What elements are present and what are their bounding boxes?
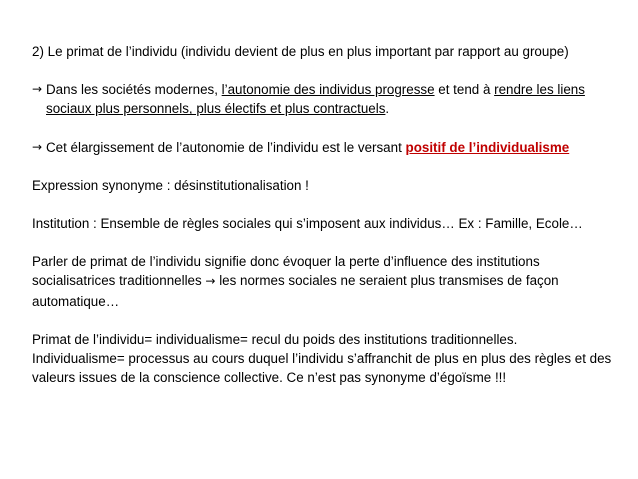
- primat-part2: les normes sociales ne seraient plus transmises de façon automatique…: [32, 273, 559, 309]
- bullet-autonomie: [32, 80, 612, 118]
- bullet-individualisme: [32, 138, 612, 157]
- bullet2-emphasis: positif de l’individualisme: [405, 139, 570, 155]
- slide-content: [32, 42, 612, 387]
- right-arrow-icon: →: [205, 274, 216, 289]
- primat-part1: Parler de primat de l’individu signifie donc évoquer la perte d’influence des institutions socialisatrices traditionnelles: [32, 254, 540, 289]
- institution-definition: Institution : Ensemble de règles sociales qui s’imposent aux individus… Ex : Famille, Ecole…: [32, 216, 583, 232]
- synonym-line: Expression synonyme : désinstitutionalisation !: [32, 177, 309, 193]
- spacer: [32, 233, 612, 252]
- bullet1-middle: et tend à: [434, 82, 495, 98]
- spacer: [32, 311, 612, 330]
- spacer: [32, 119, 612, 138]
- definition-primat: Primat de l’individu= individualisme= recul du poids des institutions traditionnelles.: [32, 331, 518, 347]
- right-arrow-icon: →: [32, 82, 43, 97]
- spacer: [32, 157, 612, 176]
- spacer: [32, 61, 612, 80]
- primat-paragraph: [32, 252, 612, 311]
- bullet1-underlined-autonomie: l’autonomie des individus progresse: [221, 82, 435, 98]
- definition-individualisme: Individualisme= processus au cours duquel l’individu s’affranchit de plus en plus des règles et des valeurs issues de la conscience collective. Ce n’est pas synonyme d’égoïsme !!!: [32, 351, 612, 386]
- bullet2-prefix: Cet élargissement de l’autonomie de l’individu est le versant: [46, 139, 406, 155]
- right-arrow-icon: →: [32, 139, 43, 154]
- bullet1-suffix: .: [385, 101, 390, 117]
- section-heading: 2) Le primat de l’individu (individu devient de plus en plus important par rapport au groupe): [32, 44, 569, 59]
- bullet1-prefix: Dans les sociétés modernes,: [46, 82, 222, 98]
- spacer: [32, 195, 612, 214]
- bullet1-underlined-liens: rendre les liens sociaux plus personnels, plus électifs et plus contractuels: [46, 82, 585, 117]
